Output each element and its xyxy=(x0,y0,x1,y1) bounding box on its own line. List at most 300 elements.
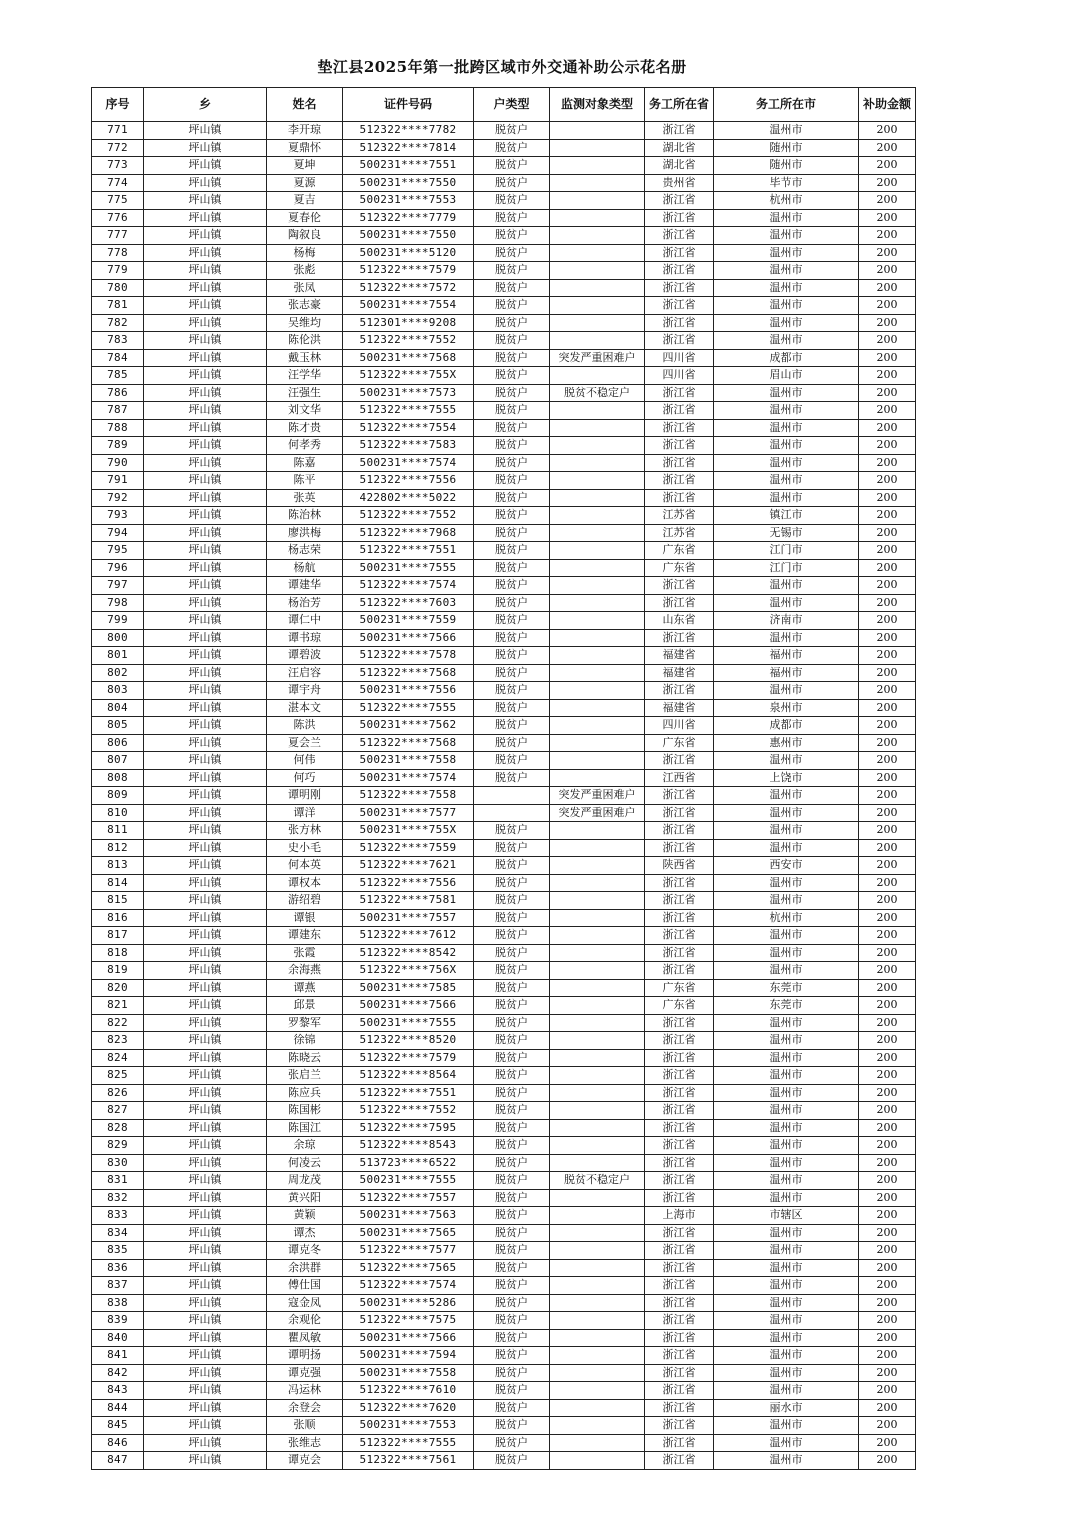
household-type-cell: 脱贫户 xyxy=(474,419,550,437)
monitor-type-cell xyxy=(550,664,645,682)
monitor-type-cell xyxy=(550,927,645,945)
monitor-type-cell xyxy=(550,769,645,787)
monitor-type-cell xyxy=(550,1382,645,1400)
work-province-cell: 浙江省 xyxy=(645,1102,714,1120)
township-cell: 坪山镇 xyxy=(144,699,267,717)
id-number-cell: 500231****7550 xyxy=(343,227,474,245)
household-type-cell: 脱贫户 xyxy=(474,664,550,682)
table-row xyxy=(92,787,916,805)
header-township: 乡 xyxy=(144,88,267,122)
seq-cell: 812 xyxy=(92,839,144,857)
household-type-cell: 脱贫户 xyxy=(474,1154,550,1172)
monitor-type-cell xyxy=(550,822,645,840)
subsidy-amount-cell: 200 xyxy=(859,1137,916,1155)
seq-cell: 828 xyxy=(92,1119,144,1137)
name-cell: 陈洪 xyxy=(267,717,343,735)
work-province-cell: 江苏省 xyxy=(645,524,714,542)
id-number-cell: 512322****7578 xyxy=(343,647,474,665)
township-cell: 坪山镇 xyxy=(144,664,267,682)
work-city-cell: 镇江市 xyxy=(714,507,859,525)
monitor-type-cell xyxy=(550,139,645,157)
table-row xyxy=(92,804,916,822)
household-type-cell: 脱贫户 xyxy=(474,909,550,927)
seq-cell: 808 xyxy=(92,769,144,787)
name-cell: 陈才贵 xyxy=(267,419,343,437)
work-city-cell: 温州市 xyxy=(714,874,859,892)
subsidy-amount-cell: 200 xyxy=(859,559,916,577)
monitor-type-cell xyxy=(550,1102,645,1120)
name-cell: 陈平 xyxy=(267,472,343,490)
work-province-cell: 四川省 xyxy=(645,367,714,385)
seq-cell: 780 xyxy=(92,279,144,297)
subsidy-amount-cell: 200 xyxy=(859,297,916,315)
name-cell: 谭燕 xyxy=(267,979,343,997)
work-city-cell: 东莞市 xyxy=(714,979,859,997)
table-row xyxy=(92,384,916,402)
monitor-type-cell xyxy=(550,1032,645,1050)
monitor-type-cell xyxy=(550,524,645,542)
table-row xyxy=(92,349,916,367)
work-city-cell: 温州市 xyxy=(714,1224,859,1242)
id-number-cell: 512322****7577 xyxy=(343,1242,474,1260)
household-type-cell xyxy=(474,804,550,822)
seq-cell: 783 xyxy=(92,332,144,350)
work-city-cell: 温州市 xyxy=(714,1154,859,1172)
seq-cell: 846 xyxy=(92,1434,144,1452)
name-cell: 冯运林 xyxy=(267,1382,343,1400)
table-row xyxy=(92,1434,916,1452)
id-number-cell: 500231****7555 xyxy=(343,1172,474,1190)
monitor-type-cell: 脱贫不稳定户 xyxy=(550,384,645,402)
seq-cell: 811 xyxy=(92,822,144,840)
work-province-cell: 广东省 xyxy=(645,979,714,997)
id-number-cell: 500231****7556 xyxy=(343,682,474,700)
work-city-cell: 温州市 xyxy=(714,472,859,490)
work-province-cell: 浙江省 xyxy=(645,1434,714,1452)
township-cell: 坪山镇 xyxy=(144,682,267,700)
household-type-cell: 脱贫户 xyxy=(474,559,550,577)
subsidy-amount-cell: 200 xyxy=(859,192,916,210)
name-cell: 何伟 xyxy=(267,752,343,770)
household-type-cell: 脱贫户 xyxy=(474,699,550,717)
work-city-cell: 温州市 xyxy=(714,1382,859,1400)
seq-cell: 788 xyxy=(92,419,144,437)
id-number-cell: 512322****7555 xyxy=(343,699,474,717)
household-type-cell: 脱贫户 xyxy=(474,1189,550,1207)
work-province-cell: 浙江省 xyxy=(645,384,714,402)
header-household-type: 户类型 xyxy=(474,88,550,122)
subsidy-amount-cell: 200 xyxy=(859,542,916,560)
subsidy-amount-cell: 200 xyxy=(859,699,916,717)
monitor-type-cell xyxy=(550,1452,645,1470)
seq-cell: 840 xyxy=(92,1329,144,1347)
township-cell: 坪山镇 xyxy=(144,1189,267,1207)
household-type-cell xyxy=(474,787,550,805)
name-cell: 吴维均 xyxy=(267,314,343,332)
monitor-type-cell xyxy=(550,1259,645,1277)
name-cell: 夏春伦 xyxy=(267,209,343,227)
work-province-cell: 浙江省 xyxy=(645,454,714,472)
monitor-type-cell xyxy=(550,174,645,192)
work-province-cell: 浙江省 xyxy=(645,279,714,297)
household-type-cell: 脱贫户 xyxy=(474,1172,550,1190)
name-cell: 陶叙良 xyxy=(267,227,343,245)
subsidy-amount-cell: 200 xyxy=(859,979,916,997)
monitor-type-cell xyxy=(550,682,645,700)
subsidy-amount-cell: 200 xyxy=(859,594,916,612)
table-row xyxy=(92,1154,916,1172)
household-type-cell: 脱贫户 xyxy=(474,1102,550,1120)
table-row xyxy=(92,927,916,945)
work-province-cell: 广东省 xyxy=(645,734,714,752)
household-type-cell: 脱贫户 xyxy=(474,962,550,980)
township-cell: 坪山镇 xyxy=(144,927,267,945)
table-row xyxy=(92,612,916,630)
seq-cell: 830 xyxy=(92,1154,144,1172)
monitor-type-cell xyxy=(550,1329,645,1347)
work-city-cell: 温州市 xyxy=(714,279,859,297)
name-cell: 张霞 xyxy=(267,944,343,962)
monitor-type-cell xyxy=(550,1084,645,1102)
seq-cell: 792 xyxy=(92,489,144,507)
township-cell: 坪山镇 xyxy=(144,1364,267,1382)
name-cell: 谭克冬 xyxy=(267,1242,343,1260)
work-city-cell: 温州市 xyxy=(714,419,859,437)
work-province-cell: 浙江省 xyxy=(645,192,714,210)
work-province-cell: 浙江省 xyxy=(645,787,714,805)
township-cell: 坪山镇 xyxy=(144,979,267,997)
work-province-cell: 上海市 xyxy=(645,1207,714,1225)
seq-cell: 795 xyxy=(92,542,144,560)
township-cell: 坪山镇 xyxy=(144,962,267,980)
name-cell: 杨航 xyxy=(267,559,343,577)
table-row xyxy=(92,559,916,577)
seq-cell: 803 xyxy=(92,682,144,700)
seq-cell: 839 xyxy=(92,1312,144,1330)
subsidy-amount-cell: 200 xyxy=(859,1417,916,1435)
seq-cell: 807 xyxy=(92,752,144,770)
household-type-cell: 脱贫户 xyxy=(474,822,550,840)
seq-cell: 772 xyxy=(92,139,144,157)
township-cell: 坪山镇 xyxy=(144,489,267,507)
seq-cell: 779 xyxy=(92,262,144,280)
name-cell: 张启兰 xyxy=(267,1067,343,1085)
township-cell: 坪山镇 xyxy=(144,1172,267,1190)
work-province-cell: 浙江省 xyxy=(645,1364,714,1382)
subsidy-amount-cell: 200 xyxy=(859,629,916,647)
township-cell: 坪山镇 xyxy=(144,594,267,612)
subsidy-amount-cell: 200 xyxy=(859,157,916,175)
township-cell: 坪山镇 xyxy=(144,192,267,210)
id-number-cell: 512322****7574 xyxy=(343,1277,474,1295)
work-province-cell: 浙江省 xyxy=(645,1452,714,1470)
header-seq: 序号 xyxy=(92,88,144,122)
monitor-type-cell xyxy=(550,612,645,630)
township-cell: 坪山镇 xyxy=(144,1382,267,1400)
id-number-cell: 512322****7610 xyxy=(343,1382,474,1400)
work-city-cell: 温州市 xyxy=(714,1049,859,1067)
table-row xyxy=(92,1189,916,1207)
township-cell: 坪山镇 xyxy=(144,1417,267,1435)
monitor-type-cell xyxy=(550,244,645,262)
table-row xyxy=(92,769,916,787)
table-row xyxy=(92,1102,916,1120)
table-row xyxy=(92,997,916,1015)
seq-cell: 843 xyxy=(92,1382,144,1400)
subsidy-amount-cell: 200 xyxy=(859,139,916,157)
name-cell: 张方林 xyxy=(267,822,343,840)
monitor-type-cell xyxy=(550,1434,645,1452)
table-row xyxy=(92,577,916,595)
work-province-cell: 浙江省 xyxy=(645,577,714,595)
household-type-cell: 脱贫户 xyxy=(474,1207,550,1225)
monitor-type-cell xyxy=(550,874,645,892)
monitor-type-cell xyxy=(550,489,645,507)
household-type-cell: 脱贫户 xyxy=(474,174,550,192)
monitor-type-cell xyxy=(550,1399,645,1417)
monitor-type-cell: 脱贫不稳定户 xyxy=(550,1172,645,1190)
table-row xyxy=(92,139,916,157)
work-city-cell: 温州市 xyxy=(714,122,859,140)
work-city-cell: 温州市 xyxy=(714,209,859,227)
subsidy-amount-cell: 200 xyxy=(859,752,916,770)
table-row xyxy=(92,314,916,332)
id-number-cell: 500231****7577 xyxy=(343,804,474,822)
work-province-cell: 广东省 xyxy=(645,542,714,560)
township-cell: 坪山镇 xyxy=(144,139,267,157)
name-cell: 张维志 xyxy=(267,1434,343,1452)
table-row xyxy=(92,332,916,350)
monitor-type-cell xyxy=(550,1207,645,1225)
name-cell: 刘文华 xyxy=(267,402,343,420)
header-id-number: 证件号码 xyxy=(343,88,474,122)
township-cell: 坪山镇 xyxy=(144,1277,267,1295)
monitor-type-cell xyxy=(550,594,645,612)
household-type-cell: 脱贫户 xyxy=(474,542,550,560)
monitor-type-cell xyxy=(550,997,645,1015)
township-cell: 坪山镇 xyxy=(144,839,267,857)
work-city-cell: 济南市 xyxy=(714,612,859,630)
seq-cell: 817 xyxy=(92,927,144,945)
township-cell: 坪山镇 xyxy=(144,944,267,962)
name-cell: 陈应兵 xyxy=(267,1084,343,1102)
township-cell: 坪山镇 xyxy=(144,1294,267,1312)
household-type-cell: 脱贫户 xyxy=(474,314,550,332)
work-city-cell: 温州市 xyxy=(714,297,859,315)
township-cell: 坪山镇 xyxy=(144,1014,267,1032)
seq-cell: 774 xyxy=(92,174,144,192)
name-cell: 杨治芳 xyxy=(267,594,343,612)
subsidy-amount-cell: 200 xyxy=(859,839,916,857)
header-monitor-type: 监测对象类型 xyxy=(550,88,645,122)
township-cell: 坪山镇 xyxy=(144,1399,267,1417)
table-row xyxy=(92,979,916,997)
township-cell: 坪山镇 xyxy=(144,402,267,420)
seq-cell: 837 xyxy=(92,1277,144,1295)
household-type-cell: 脱贫户 xyxy=(474,1329,550,1347)
id-number-cell: 512322****7565 xyxy=(343,1259,474,1277)
name-cell: 陈嘉 xyxy=(267,454,343,472)
table-row xyxy=(92,1259,916,1277)
name-cell: 张彪 xyxy=(267,262,343,280)
work-city-cell: 温州市 xyxy=(714,1137,859,1155)
name-cell: 湛本文 xyxy=(267,699,343,717)
work-province-cell: 湖北省 xyxy=(645,157,714,175)
subsidy-amount-cell: 200 xyxy=(859,822,916,840)
id-number-cell: 512322****7556 xyxy=(343,472,474,490)
subsidy-amount-cell: 200 xyxy=(859,1452,916,1470)
subsidy-amount-cell: 200 xyxy=(859,1172,916,1190)
household-type-cell: 脱贫户 xyxy=(474,279,550,297)
seq-cell: 823 xyxy=(92,1032,144,1050)
work-province-cell: 四川省 xyxy=(645,349,714,367)
name-cell: 夏源 xyxy=(267,174,343,192)
seq-cell: 791 xyxy=(92,472,144,490)
work-province-cell: 浙江省 xyxy=(645,1032,714,1050)
household-type-cell: 脱贫户 xyxy=(474,524,550,542)
household-type-cell: 脱贫户 xyxy=(474,384,550,402)
township-cell: 坪山镇 xyxy=(144,857,267,875)
id-number-cell: 512322****756X xyxy=(343,962,474,980)
household-type-cell: 脱贫户 xyxy=(474,1259,550,1277)
id-number-cell: 512322****7554 xyxy=(343,419,474,437)
monitor-type-cell xyxy=(550,314,645,332)
table-row xyxy=(92,1224,916,1242)
id-number-cell: 512322****7575 xyxy=(343,1312,474,1330)
name-cell: 汪学华 xyxy=(267,367,343,385)
id-number-cell: 500231****7585 xyxy=(343,979,474,997)
seq-cell: 794 xyxy=(92,524,144,542)
table-row xyxy=(92,174,916,192)
township-cell: 坪山镇 xyxy=(144,1049,267,1067)
work-city-cell: 福州市 xyxy=(714,647,859,665)
subsidy-amount-cell: 200 xyxy=(859,787,916,805)
household-type-cell: 脱贫户 xyxy=(474,297,550,315)
household-type-cell: 脱贫户 xyxy=(474,1014,550,1032)
seq-cell: 801 xyxy=(92,647,144,665)
seq-cell: 775 xyxy=(92,192,144,210)
township-cell: 坪山镇 xyxy=(144,314,267,332)
work-city-cell: 温州市 xyxy=(714,962,859,980)
household-type-cell: 脱贫户 xyxy=(474,892,550,910)
id-number-cell: 512322****7557 xyxy=(343,1189,474,1207)
work-city-cell: 温州市 xyxy=(714,629,859,647)
subsidy-amount-cell: 200 xyxy=(859,384,916,402)
subsidy-amount-cell: 200 xyxy=(859,419,916,437)
seq-cell: 832 xyxy=(92,1189,144,1207)
household-type-cell: 脱贫户 xyxy=(474,227,550,245)
work-city-cell: 东莞市 xyxy=(714,997,859,1015)
table-row xyxy=(92,1399,916,1417)
id-number-cell: 512322****8520 xyxy=(343,1032,474,1050)
id-number-cell: 512322****7558 xyxy=(343,787,474,805)
subsidy-amount-cell: 200 xyxy=(859,962,916,980)
table-row xyxy=(92,279,916,297)
monitor-type-cell xyxy=(550,332,645,350)
id-number-cell: 500231****5120 xyxy=(343,244,474,262)
work-city-cell: 温州市 xyxy=(714,804,859,822)
name-cell: 谭碧波 xyxy=(267,647,343,665)
work-city-cell: 毕节市 xyxy=(714,174,859,192)
id-number-cell: 500231****7563 xyxy=(343,1207,474,1225)
id-number-cell: 500231****7574 xyxy=(343,454,474,472)
id-number-cell: 512322****8542 xyxy=(343,944,474,962)
name-cell: 余海燕 xyxy=(267,962,343,980)
monitor-type-cell xyxy=(550,1312,645,1330)
household-type-cell: 脱贫户 xyxy=(474,717,550,735)
name-cell: 汪启容 xyxy=(267,664,343,682)
work-province-cell: 浙江省 xyxy=(645,122,714,140)
name-cell: 谭克会 xyxy=(267,1452,343,1470)
work-province-cell: 湖北省 xyxy=(645,139,714,157)
seq-cell: 838 xyxy=(92,1294,144,1312)
table-row xyxy=(92,944,916,962)
seq-cell: 790 xyxy=(92,454,144,472)
household-type-cell: 脱贫户 xyxy=(474,332,550,350)
table-row xyxy=(92,1382,916,1400)
name-cell: 戴玉林 xyxy=(267,349,343,367)
subsidy-amount-cell: 200 xyxy=(859,1364,916,1382)
household-type-cell: 脱贫户 xyxy=(474,1312,550,1330)
id-number-cell: 512322****7620 xyxy=(343,1399,474,1417)
header-row xyxy=(92,88,916,122)
household-type-cell: 脱贫户 xyxy=(474,997,550,1015)
table-row xyxy=(92,244,916,262)
work-city-cell: 温州市 xyxy=(714,822,859,840)
township-cell: 坪山镇 xyxy=(144,629,267,647)
work-city-cell: 西安市 xyxy=(714,857,859,875)
household-type-cell: 脱贫户 xyxy=(474,752,550,770)
work-city-cell: 无锡市 xyxy=(714,524,859,542)
township-cell: 坪山镇 xyxy=(144,874,267,892)
township-cell: 坪山镇 xyxy=(144,209,267,227)
id-number-cell: 512322****7552 xyxy=(343,332,474,350)
table-row xyxy=(92,664,916,682)
seq-cell: 834 xyxy=(92,1224,144,1242)
household-type-cell: 脱贫户 xyxy=(474,682,550,700)
id-number-cell: 500231****7555 xyxy=(343,559,474,577)
subsidy-amount-cell: 200 xyxy=(859,332,916,350)
table-row xyxy=(92,542,916,560)
work-province-cell: 浙江省 xyxy=(645,1119,714,1137)
work-city-cell: 温州市 xyxy=(714,1417,859,1435)
seq-cell: 773 xyxy=(92,157,144,175)
table-row xyxy=(92,1014,916,1032)
monitor-type-cell xyxy=(550,1067,645,1085)
township-cell: 坪山镇 xyxy=(144,174,267,192)
monitor-type-cell xyxy=(550,454,645,472)
work-city-cell: 温州市 xyxy=(714,1119,859,1137)
subsidy-amount-cell: 200 xyxy=(859,262,916,280)
id-number-cell: 500231****7562 xyxy=(343,717,474,735)
subsidy-amount-cell: 200 xyxy=(859,1154,916,1172)
seq-cell: 815 xyxy=(92,892,144,910)
seq-cell: 782 xyxy=(92,314,144,332)
seq-cell: 806 xyxy=(92,734,144,752)
name-cell: 杨志荣 xyxy=(267,542,343,560)
household-type-cell: 脱贫户 xyxy=(474,612,550,630)
subsidy-amount-cell: 200 xyxy=(859,472,916,490)
subsidy-amount-cell: 200 xyxy=(859,1294,916,1312)
township-cell: 坪山镇 xyxy=(144,542,267,560)
subsidy-amount-cell: 200 xyxy=(859,174,916,192)
work-city-cell: 温州市 xyxy=(714,1084,859,1102)
name-cell: 谭银 xyxy=(267,909,343,927)
id-number-cell: 500231****7566 xyxy=(343,997,474,1015)
work-province-cell: 福建省 xyxy=(645,699,714,717)
work-province-cell: 浙江省 xyxy=(645,752,714,770)
household-type-cell: 脱贫户 xyxy=(474,1224,550,1242)
